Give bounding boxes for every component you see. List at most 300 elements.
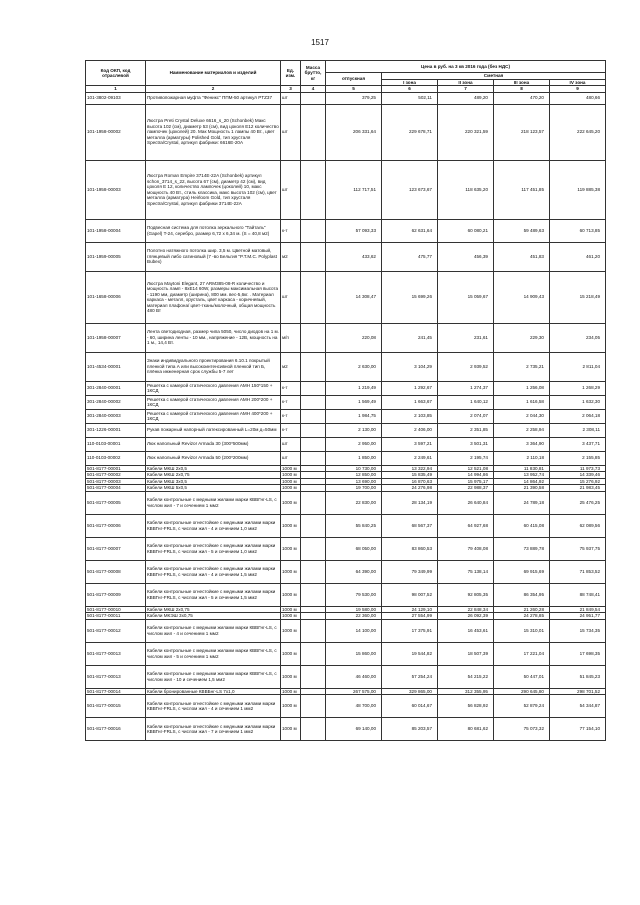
row-code: 501-8177-00004 <box>86 485 146 492</box>
row-zone3-price: 13 952,74 <box>494 472 550 479</box>
row-zone4-price: 15 276,92 <box>550 478 606 485</box>
row-zone4-price: 1 632,30 <box>550 395 606 409</box>
table-row <box>86 104 606 160</box>
row-code: 101-1658-00006 <box>86 271 146 323</box>
row-name: Кабели МКШ 5х0,5 <box>146 485 281 492</box>
row-name: Кабели контрольные огнестойкие с медными жилами марки КВВГнг-FRLS, с числом жил - 7 и сечением 1 мм2 <box>146 718 281 741</box>
row-zone4-price: 2 811,04 <box>550 352 606 381</box>
row-release-price: 46 460,00 <box>326 665 382 688</box>
row-zone2-price: 80 681,62 <box>438 718 494 741</box>
row-zone1-price: 13 322,94 <box>382 465 438 472</box>
row-unit: шт <box>281 437 301 451</box>
row-zone2-price: 54 215,22 <box>438 665 494 688</box>
row-name: Кабели МКШ 2х0,75 <box>146 472 281 479</box>
row-name: Кабели МКШ 2х0,75 <box>146 606 281 613</box>
row-zone1-price: 83 860,53 <box>382 537 438 560</box>
row-zone1-price: 15 835,49 <box>382 472 438 479</box>
table-row <box>86 381 606 395</box>
row-code: 501-8177-00012 <box>86 619 146 642</box>
row-mass <box>301 583 326 606</box>
row-name: Полотно натяжного потолка шир. 3,5 м. Цветной матовый, глянцевый либо сатиновый (7 -во Бельгия "P.T.M.C. Polyplast Bubex) <box>146 242 281 271</box>
row-zone4-price: 24 951,77 <box>550 613 606 620</box>
row-zone2-price: 79 408,08 <box>438 537 494 560</box>
row-zone2-price: 64 927,68 <box>438 514 494 537</box>
row-mass <box>301 409 326 423</box>
row-zone2-price: 2 195,74 <box>438 451 494 465</box>
row-unit: 1000 м <box>281 472 301 479</box>
row-zone3-price: 470,20 <box>494 92 550 104</box>
row-zone3-price: 14 909,43 <box>494 271 550 323</box>
row-zone4-price: 17 698,35 <box>550 642 606 665</box>
row-name: Люстра Roman Empire 3714E-22A (Schonbek) артикул schon_3714_s_22, высота 67 (см), диаметр 42 (см), вид цоколя E 12, количество лампочек (цоколей) 10, макс мощность 40 Вт., стиль классика, макс высота 102 (см), цвет металла (арматура) Heirloom Gold, тип хрусталя Spectra/Crystal, артикул фабрики 3714E-22A <box>146 160 281 219</box>
row-unit: 1000 м <box>281 583 301 606</box>
header-mass: Масса брутто, кг <box>301 61 326 86</box>
row-release-price: 22 830,00 <box>326 491 382 514</box>
row-name: Решетка с камерой статического давления АМН 200*200 + 1КСД <box>146 395 281 409</box>
row-zone4-price: 3 437,71 <box>550 437 606 451</box>
header-unit: Ед. изм. <box>281 61 301 86</box>
row-code: 501-8177-00015 <box>86 695 146 718</box>
row-zone1-price: 2 103,85 <box>382 409 438 423</box>
row-mass <box>301 92 326 104</box>
row-mass <box>301 491 326 514</box>
row-unit: 1000 м <box>281 665 301 688</box>
row-zone4-price: 2 064,18 <box>550 409 606 423</box>
row-zone3-price: 117 451,85 <box>494 160 550 219</box>
row-zone2-price: 312 355,95 <box>438 688 494 695</box>
row-zone3-price: 86 354,95 <box>494 583 550 606</box>
row-zone4-price: 11 973,73 <box>550 465 606 472</box>
table-row <box>86 92 606 104</box>
row-zone1-price: 329 865,00 <box>382 688 438 695</box>
row-zone2-price: 56 828,92 <box>438 695 494 718</box>
row-unit: к-т <box>281 409 301 423</box>
table-row <box>86 352 606 381</box>
row-name: Подвесная система для потолка зеркального "Тайталь" (Gapel) T-24, серебро, размер 6,72 х 6,34 м. (S = 40,8 м2) <box>146 219 281 242</box>
row-zone2-price: 16 453,61 <box>438 619 494 642</box>
row-unit: м2 <box>281 242 301 271</box>
row-zone1-price: 502,11 <box>382 92 438 104</box>
row-release-price: 433,62 <box>326 242 382 271</box>
row-zone4-price: 21 983,45 <box>550 485 606 492</box>
row-name: Кабели контрольные с медными жилами марки КВВГнг-LS, с числом жил - 7 и сечением 1 мм2 <box>146 491 281 514</box>
row-zone1-price: 60 014,67 <box>382 695 438 718</box>
row-zone3-price: 2 258,94 <box>494 423 550 437</box>
column-index: 1 <box>86 86 146 93</box>
row-zone4-price: 51 845,23 <box>550 665 606 688</box>
row-code: 101-1959-00005 <box>86 242 146 271</box>
row-zone3-price: 290 645,80 <box>494 688 550 695</box>
row-code: 501-8177-00005 <box>86 491 146 514</box>
row-zone4-price: 14 339,46 <box>550 472 606 479</box>
row-release-price: 19 700,00 <box>326 485 382 492</box>
row-zone2-price: 118 635,20 <box>438 160 494 219</box>
row-zone1-price: 229 678,71 <box>382 104 438 160</box>
row-code: 501-8177-00013 <box>86 642 146 665</box>
table-row <box>86 560 606 583</box>
row-unit: к-т <box>281 219 301 242</box>
column-index: 4 <box>301 86 326 93</box>
row-code: 101-4534-00001 <box>86 352 146 381</box>
row-unit: 1000 м <box>281 491 301 514</box>
row-release-price: 57 093,33 <box>326 219 382 242</box>
row-release-price: 1 569,49 <box>326 395 382 409</box>
row-release-price: 2 630,00 <box>326 352 382 381</box>
row-zone2-price: 92 805,35 <box>438 583 494 606</box>
row-zone1-price: 2 406,00 <box>382 423 438 437</box>
row-zone2-price: 15 975,17 <box>438 478 494 485</box>
row-zone3-price: 1 256,08 <box>494 381 550 395</box>
row-zone2-price: 3 501,31 <box>438 437 494 451</box>
row-zone1-price: 68 567,37 <box>382 514 438 537</box>
table-row <box>86 323 606 352</box>
row-release-price: 112 717,51 <box>326 160 382 219</box>
row-mass <box>301 352 326 381</box>
row-unit: 1000 м <box>281 642 301 665</box>
column-index: 5 <box>326 86 382 93</box>
table-row <box>86 619 606 642</box>
row-zone2-price: 456,39 <box>438 242 494 271</box>
table-row <box>86 242 606 271</box>
table-row <box>86 491 606 514</box>
row-zone3-price: 75 073,32 <box>494 718 550 741</box>
row-zone4-price: 77 154,10 <box>550 718 606 741</box>
row-code: 501-8177-00009 <box>86 583 146 606</box>
row-mass <box>301 437 326 451</box>
row-zone1-price: 3 104,29 <box>382 352 438 381</box>
row-unit: м2 <box>281 352 301 381</box>
row-code: 501-8177-00001 <box>86 465 146 472</box>
table-row <box>86 271 606 323</box>
row-zone1-price: 79 349,99 <box>382 560 438 583</box>
row-release-price: 12 850,00 <box>326 472 382 479</box>
row-code: 301-2840-00003 <box>86 409 146 423</box>
table-row <box>86 437 606 451</box>
row-code: 301-2840-00001 <box>86 381 146 395</box>
row-release-price: 79 530,00 <box>326 583 382 606</box>
row-zone3-price: 2 044,30 <box>494 409 550 423</box>
row-name: Противопожарная муфта "Феникс" ППМ-50 артикул PTZ37 <box>146 92 281 104</box>
column-index: 7 <box>438 86 494 93</box>
row-zone4-price: 21 849,54 <box>550 606 606 613</box>
row-mass <box>301 560 326 583</box>
row-zone3-price: 21 390,58 <box>494 485 550 492</box>
row-code: 501-8177-00006 <box>86 514 146 537</box>
row-zone2-price: 489,20 <box>438 92 494 104</box>
row-mass <box>301 219 326 242</box>
row-unit: к-т <box>281 395 301 409</box>
row-zone4-price: 119 885,38 <box>550 160 606 219</box>
row-unit: м/п <box>281 323 301 352</box>
row-release-price: 48 700,00 <box>326 695 382 718</box>
row-name: Кабели контрольные огнестойкие с медными жилами марки КВВГнг-FRLS, с числом жил - 4 и сечением 1,5 мм2 <box>146 560 281 583</box>
row-code: 501-8177-00003 <box>86 478 146 485</box>
row-zone1-price: 3 597,21 <box>382 437 438 451</box>
row-zone3-price: 17 221,04 <box>494 642 550 665</box>
row-zone1-price: 123 673,67 <box>382 160 438 219</box>
row-zone3-price: 14 864,92 <box>494 478 550 485</box>
row-zone2-price: 220 321,59 <box>438 104 494 160</box>
row-zone3-price: 229,30 <box>494 323 550 352</box>
row-zone3-price: 50 447,01 <box>494 665 550 688</box>
row-mass <box>301 323 326 352</box>
row-zone1-price: 241,45 <box>382 323 438 352</box>
column-index: 3 <box>281 86 301 93</box>
row-zone3-price: 2 110,18 <box>494 451 550 465</box>
header-release: отпускная <box>326 73 382 86</box>
row-zone2-price: 14 994,86 <box>438 472 494 479</box>
header-zone-4: IV зона <box>550 79 606 86</box>
row-unit: 1000 м <box>281 465 301 472</box>
row-zone2-price: 12 521,08 <box>438 465 494 472</box>
row-zone2-price: 2 939,52 <box>438 352 494 381</box>
row-mass <box>301 718 326 741</box>
row-zone4-price: 71 853,52 <box>550 560 606 583</box>
row-name: Кабели контрольные с медными жилами марки КВВГнг-LS, с числом жил - 5 и сечением 1 мм2 <box>146 642 281 665</box>
row-zone2-price: 22 988,37 <box>438 485 494 492</box>
row-release-price: 267 575,00 <box>326 688 382 695</box>
row-name: Кабели контрольные с медными жилами марки КВВГнг-LS, с числом жил - 4 и сечением 1 мм2 <box>146 619 281 642</box>
row-zone1-price: 98 007,52 <box>382 583 438 606</box>
row-mass <box>301 104 326 160</box>
row-zone2-price: 26 640,84 <box>438 491 494 514</box>
row-zone2-price: 231,61 <box>438 323 494 352</box>
row-zone1-price: 1 663,67 <box>382 395 438 409</box>
row-code: 501-8177-00014 <box>86 688 146 695</box>
row-zone4-price: 480,66 <box>550 92 606 104</box>
row-code: 501-8177-00011 <box>86 613 146 620</box>
row-code: 110-0103-00002 <box>86 451 146 465</box>
row-zone3-price: 21 260,28 <box>494 606 550 613</box>
row-unit: 1000 м <box>281 695 301 718</box>
row-name: Кабели контрольные огнестойкие с медными жилами марки КВВГнг-FRLS, с числом жил - 5 и сечением 1,0 мм2 <box>146 537 281 560</box>
row-name: Рукав пожарный напорный латексированный L=20м д=50мм <box>146 423 281 437</box>
row-release-price: 10 730,00 <box>326 465 382 472</box>
row-code: 101-1958-00002 <box>86 104 146 160</box>
row-unit: шт <box>281 271 301 323</box>
row-name: Кабели МКШ 3х0,5 <box>146 478 281 485</box>
table-row <box>86 395 606 409</box>
row-code: 501-8177-00008 <box>86 560 146 583</box>
row-unit: 1000 м <box>281 478 301 485</box>
row-name: Кабели МКЭШ 3х0,75 <box>146 613 281 620</box>
row-zone2-price: 1 274,37 <box>438 381 494 395</box>
row-release-price: 13 690,00 <box>326 478 382 485</box>
row-name: Решетка с камерой статического давления АМН 150*150 + 1КСД <box>146 381 281 395</box>
row-release-price: 55 840,25 <box>326 514 382 537</box>
row-code: 501-8177-00007 <box>86 537 146 560</box>
row-zone4-price: 461,20 <box>550 242 606 271</box>
row-mass <box>301 423 326 437</box>
row-code: 101-3802-09103 <box>86 92 146 104</box>
price-table <box>85 60 606 741</box>
row-zone4-price: 234,05 <box>550 323 606 352</box>
row-code: 301-2840-00002 <box>86 395 146 409</box>
row-zone4-price: 62 089,56 <box>550 514 606 537</box>
row-mass <box>301 642 326 665</box>
row-zone2-price: 26 092,39 <box>438 613 494 620</box>
row-unit: 1000 м <box>281 606 301 613</box>
row-release-price: 2 130,00 <box>326 423 382 437</box>
header-name: Наименование материалов и изделий <box>146 61 281 86</box>
row-unit: 1000 м <box>281 688 301 695</box>
row-code: 501-8177-00016 <box>86 718 146 741</box>
row-zone4-price: 222 645,20 <box>550 104 606 160</box>
row-zone4-price: 15 218,49 <box>550 271 606 323</box>
row-code: 301-1226-00001 <box>86 423 146 437</box>
table-row <box>86 695 606 718</box>
row-zone4-price: 2 308,11 <box>550 423 606 437</box>
row-mass <box>301 537 326 560</box>
row-zone1-price: 1 292,67 <box>382 381 438 395</box>
row-zone1-price: 2 249,61 <box>382 451 438 465</box>
row-zone1-price: 62 631,64 <box>382 219 438 242</box>
row-name: Кабели контрольные огнестойкие с медными жилами марки КВВГнг-FRLS, с числом жил - 5 и сечением 1,5 мм2 <box>146 583 281 606</box>
row-unit: шт <box>281 451 301 465</box>
row-mass <box>301 695 326 718</box>
table-row <box>86 160 606 219</box>
row-zone4-price: 60 713,85 <box>550 219 606 242</box>
row-unit: шт <box>281 104 301 160</box>
row-zone4-price: 298 701,52 <box>550 688 606 695</box>
row-code: 501-8177-00010 <box>86 606 146 613</box>
row-zone2-price: 15 059,67 <box>438 271 494 323</box>
row-zone2-price: 18 507,39 <box>438 642 494 665</box>
table-row <box>86 583 606 606</box>
row-zone4-price: 54 344,87 <box>550 695 606 718</box>
row-zone4-price: 25 476,25 <box>550 491 606 514</box>
row-unit: 1000 м <box>281 619 301 642</box>
row-mass <box>301 160 326 219</box>
row-release-price: 2 950,00 <box>326 437 382 451</box>
row-zone3-price: 59 489,63 <box>494 219 550 242</box>
row-zone1-price: 475,77 <box>382 242 438 271</box>
row-name: Люк напольный Revizor Armada 50 (200*200мм) <box>146 451 281 465</box>
row-zone1-price: 24 276,98 <box>382 485 438 492</box>
row-name: Кабели МКШ 2х0,5 <box>146 465 281 472</box>
row-mass <box>301 619 326 642</box>
row-zone4-price: 2 155,85 <box>550 451 606 465</box>
header-price-title: Цена в руб. на 3 кв 2016 года (без НДС) <box>326 61 606 73</box>
table-row <box>86 665 606 688</box>
row-unit: 1000 м <box>281 485 301 492</box>
row-unit: 1000 м <box>281 613 301 620</box>
row-zone3-price: 60 415,08 <box>494 514 550 537</box>
row-zone3-price: 73 889,78 <box>494 537 550 560</box>
row-zone3-price: 52 879,24 <box>494 695 550 718</box>
row-name: Кабели контрольные с медными жилами марки КВВГнг-LS, с числом жил - 10 и сечением 1,5 мм2 <box>146 665 281 688</box>
row-zone2-price: 2 074,07 <box>438 409 494 423</box>
table-row <box>86 537 606 560</box>
row-release-price: 379,25 <box>326 92 382 104</box>
row-name: Кабели контрольные огнестойкие с медными жилами марки КВВГнг-FRLS, с числом жил - 4 и сечением 1,0 мм2 <box>146 514 281 537</box>
row-zone4-price: 1 268,29 <box>550 381 606 395</box>
row-release-price: 1 984,75 <box>326 409 382 423</box>
row-release-price: 68 050,00 <box>326 537 382 560</box>
row-release-price: 1 850,00 <box>326 451 382 465</box>
row-zone2-price: 75 138,14 <box>438 560 494 583</box>
row-name: Лента светодиодная, размер чипа 5050, число диодов на 1 м. - 60, ширина ленты - 10 мм., напряжение - 12В, мощность на 1 м., 14,4 Вт. <box>146 323 281 352</box>
row-code: 101-1958-00003 <box>86 160 146 219</box>
row-zone3-price: 15 310,01 <box>494 619 550 642</box>
row-zone2-price: 60 080,21 <box>438 219 494 242</box>
row-zone2-price: 1 640,12 <box>438 395 494 409</box>
row-zone3-price: 11 830,81 <box>494 465 550 472</box>
row-unit: к-т <box>281 381 301 395</box>
table-row <box>86 718 606 741</box>
row-mass <box>301 514 326 537</box>
row-unit: 1000 м <box>281 514 301 537</box>
row-zone3-price: 2 735,21 <box>494 352 550 381</box>
row-unit: 1000 м <box>281 560 301 583</box>
row-zone1-price: 57 254,24 <box>382 665 438 688</box>
row-release-price: 1 219,49 <box>326 381 382 395</box>
column-index: 8 <box>494 86 550 93</box>
row-release-price: 206 331,64 <box>326 104 382 160</box>
row-zone3-price: 1 616,58 <box>494 395 550 409</box>
row-name: Знаки индивидуального проектирования 6.10.1 покрытый пленкой типа А или высокоинтенсивной пленкой тип Б, плёнка инженерная срок службы 5-7 лет <box>146 352 281 381</box>
row-zone3-price: 24 789,18 <box>494 491 550 514</box>
row-zone1-price: 19 544,82 <box>382 642 438 665</box>
row-unit: 1000 м <box>281 718 301 741</box>
column-index: 2 <box>146 86 281 93</box>
row-name: Кабели контрольные огнестойкие с медными жилами марки КВВГнг-FRLS, с числом жил - 4 и сечением 1 мм2 <box>146 695 281 718</box>
row-mass <box>301 665 326 688</box>
table-row <box>86 642 606 665</box>
row-code: 101-1958-00004 <box>86 219 146 242</box>
table-row <box>86 219 606 242</box>
row-name: Люстра Maytoni Elegant, 27 ARM385-08-R количество и мощность ламп - 8хЕ14 60W, размеры максимальная высота - 1190 мм, диаметр (ширина), 800 мм. вес-5,6кг. . Материал каркаса - металл, хрусталь, цвет каркаса - коричневый, материал плафона/ цвет-ткань/молочный, общая мощность 480 Вт <box>146 271 281 323</box>
column-index: 9 <box>550 86 606 93</box>
row-release-price: 22 360,00 <box>326 613 382 620</box>
row-release-price: 19 580,00 <box>326 606 382 613</box>
row-unit: шт <box>281 92 301 104</box>
row-zone4-price: 15 734,35 <box>550 619 606 642</box>
row-zone1-price: 24 129,10 <box>382 606 438 613</box>
row-mass <box>301 451 326 465</box>
row-zone4-price: 88 748,41 <box>550 583 606 606</box>
row-zone3-price: 24 278,85 <box>494 613 550 620</box>
row-unit: шт <box>281 160 301 219</box>
row-name: Люк напольный Revizor Armada 30 (300*500мм) <box>146 437 281 451</box>
row-mass <box>301 242 326 271</box>
row-unit: к-т <box>281 423 301 437</box>
row-code: 501-8177-00013 <box>86 665 146 688</box>
row-zone3-price: 451,83 <box>494 242 550 271</box>
row-mass <box>301 381 326 395</box>
row-zone3-price: 69 915,69 <box>494 560 550 583</box>
page-number: 1517 <box>311 38 329 47</box>
table-row <box>86 451 606 465</box>
row-zone1-price: 85 203,57 <box>382 718 438 741</box>
row-zone1-price: 28 134,19 <box>382 491 438 514</box>
row-mass <box>301 395 326 409</box>
row-release-price: 14 308,47 <box>326 271 382 323</box>
row-zone3-price: 3 364,90 <box>494 437 550 451</box>
header-zone-3: III зона <box>494 79 550 86</box>
row-zone1-price: 15 699,26 <box>382 271 438 323</box>
row-release-price: 220,08 <box>326 323 382 352</box>
row-release-price: 15 860,00 <box>326 642 382 665</box>
row-zone2-price: 22 848,34 <box>438 606 494 613</box>
table-row <box>86 409 606 423</box>
header-code: Код ОКП, код отраслевой <box>86 61 146 86</box>
row-release-price: 69 140,00 <box>326 718 382 741</box>
row-name: Люстра Preti Crystal Deluxe 6616_s_20 (Schonbek) Макс высота 102 (см), диаметр 53 (см), вид цоколя E12 количество лампочек (цоколей) 20. Мак Мощность 1 лампы 40 Вт., цвет металла (арматуры) Polished Gold, тип хрусталя Spectra/Crystal, артикул фабрики: 6616E-20A <box>146 104 281 160</box>
row-zone1-price: 17 375,91 <box>382 619 438 642</box>
row-name: Кабели бронированные КВВБнг-LS 7х1,0 <box>146 688 281 695</box>
row-zone1-price: 27 554,99 <box>382 613 438 620</box>
